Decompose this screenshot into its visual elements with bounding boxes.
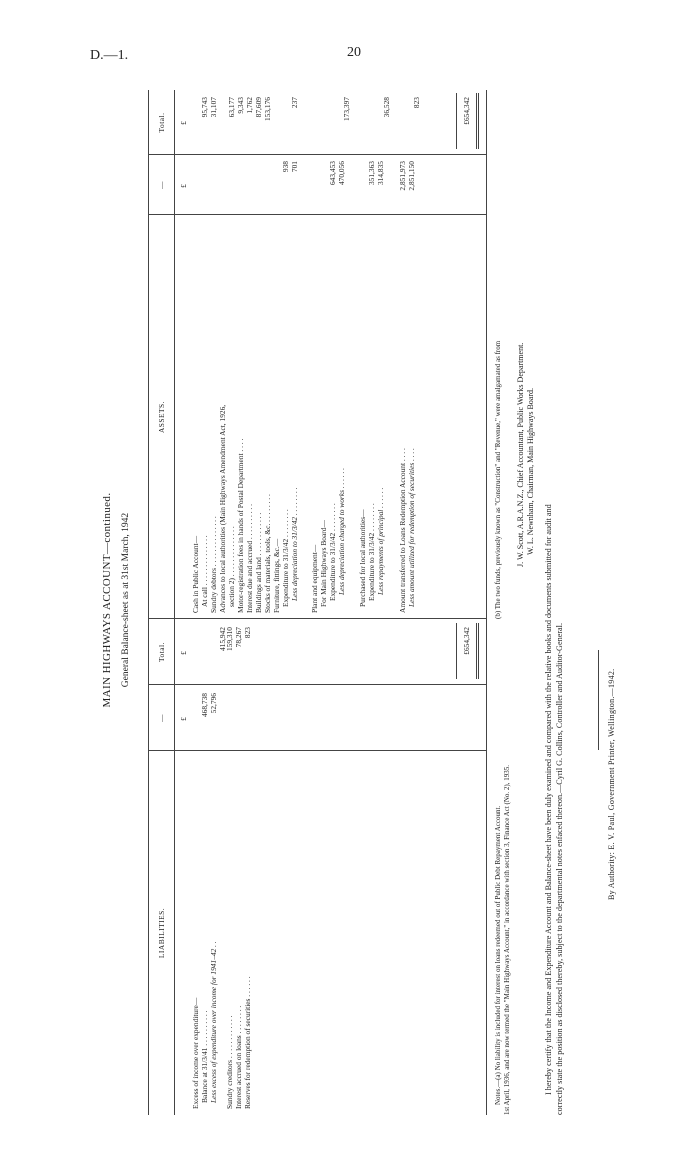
table-top-rule	[148, 90, 149, 1115]
dash-heading: —	[157, 714, 166, 722]
asset-label: Purchased for local authorities—	[358, 509, 367, 607]
asset-total: 36,528	[382, 97, 391, 118]
total-heading: Total.	[157, 642, 166, 662]
total-double-rule	[476, 93, 479, 149]
asset-label: Plant and equipment—	[310, 544, 319, 613]
header-rule	[174, 90, 175, 1115]
printer-imprint: By Authority: E. V. Paul, Government Printer, Wellington.—1942.	[607, 668, 616, 900]
liability-label: Interest accrued on loans . . . . . . . .	[234, 1005, 243, 1109]
liability-label: Balance at 31/3/41 . . . . . . . . . .	[200, 1010, 209, 1103]
asset-label: Expenditure to 31/3/42 . . . . . . . .	[281, 509, 290, 607]
liability-total: 415,942	[218, 627, 227, 652]
pound-sign: £	[179, 184, 188, 188]
asset-label: section 2) . . . . . . . . . . . . . .	[227, 526, 236, 607]
asset-subamount: 314,835	[376, 161, 385, 186]
audit-certification: I hereby certify that the Income and Expenditure Account and Balance-sheet have been duly examined and compared with the relative books and documents submitted for audit and	[544, 504, 553, 1095]
dash-heading: —	[157, 181, 166, 189]
asset-label: Less amount utilized for redemption of securities . . . .	[407, 447, 416, 607]
col-rule	[148, 214, 486, 215]
asset-total: 31,107	[209, 97, 218, 118]
liability-total: 159,310	[225, 627, 234, 652]
liability-label: Excess of income over expenditure—	[191, 997, 200, 1109]
asset-label: For Main Highways Board—	[319, 520, 328, 607]
col-rule	[148, 154, 486, 155]
liability-total: 78,267	[234, 627, 243, 648]
asset-total: 9,343	[236, 97, 245, 114]
asset-total: 237	[290, 97, 299, 109]
pound-sign: £	[179, 717, 188, 721]
asset-subamount: 470,056	[337, 161, 346, 186]
page-title: MAIN HIGHWAYS ACCOUNT—continued.	[101, 492, 113, 708]
page-subtitle: General Balance-sheet as at 31st March, 1942	[121, 512, 131, 688]
total-rule	[456, 623, 457, 679]
liability-amount: 468,738	[200, 693, 209, 718]
asset-label: Furniture, fittings, &c.—	[272, 538, 281, 613]
asset-subamount: 938	[281, 161, 290, 173]
asset-subamount: 2,851,973	[398, 161, 407, 191]
asset-total: 153,176	[263, 97, 272, 122]
signature-chairman: W. L. Newnham, Chairman, Main Highways Board.	[526, 387, 535, 555]
asset-subamount: 351,363	[367, 161, 376, 186]
asset-total: 823	[412, 97, 421, 109]
liability-label: Less excess of expenditure over income for 1941–42 . .	[209, 941, 218, 1103]
asset-subamount: 643,453	[328, 161, 337, 186]
asset-label: Amount transferred to Loans Redemption Account . . . .	[398, 448, 407, 613]
asset-label: Stocks of materials, tools, &c. . . . . . . . .	[263, 494, 272, 613]
col-rule	[148, 684, 486, 685]
liability-label: Reserves for redemption of securities . . . . . .	[243, 976, 252, 1109]
asset-label: Advances to local authorities (Main Highways Amendment Act, 1926,	[218, 404, 227, 613]
liability-label: Sundry creditors . . . . . . . . . . . .	[225, 1015, 234, 1109]
asset-total: 173,397	[342, 97, 351, 122]
asset-total: 1,762	[245, 97, 254, 114]
total-heading: Total.	[157, 112, 166, 133]
asset-label: Less depreciation charged to works . . . . . .	[337, 467, 346, 595]
signature-accountant: J. W. Scott, A.R.A.N.Z., Chief Accountant, Public Works Department.	[516, 342, 525, 567]
asset-total: 95,743	[200, 97, 209, 118]
asset-label: At call . . . . . . . . . . . . . .	[200, 535, 209, 607]
audit-certification-continued: correctly state the position as disclosed thereby, subject to the departmental notes enfaced thereon.—Cyril G. Collins, Controller and Auditor-General.	[555, 622, 564, 1115]
asset-total: 87,609	[254, 97, 263, 118]
liability-amount: 52,796	[209, 693, 218, 714]
asset-label: Expenditure to 31/3/42 . . . . . . . .	[328, 503, 337, 601]
note-a: Notes.—(a) No liability is included for interest on loans redeemed out of Public Debt Repayment Account.	[494, 805, 502, 1105]
asset-label: Buildings and land . . . . . . . . . . . .	[254, 512, 263, 613]
note-a-continued: 1st April, 1936, and are now termed the "Main Highways Account," in accordance with section 3, Finance Act (No. 2), 1935.	[503, 765, 511, 1115]
asset-label: Motor-registration fees in hands of Postal Department . . . .	[236, 438, 245, 613]
asset-total: 63,177	[227, 97, 236, 118]
page-reference: D.—1.	[90, 48, 129, 63]
pound-sign: £	[179, 651, 188, 655]
assets-grand-total: £654,342	[462, 97, 471, 125]
assets-heading: ASSETS.	[157, 400, 166, 434]
col-rule	[148, 618, 486, 619]
asset-subamount: 2,851,150	[407, 161, 416, 191]
pound-sign: £	[179, 121, 188, 125]
note-b: (b) The two funds, previously known as "Construction" and "Revenue," were amalgamated as from	[494, 340, 502, 619]
asset-label: Expenditure to 31/3/42 . . . . . . . .	[367, 503, 376, 601]
total-double-rule	[476, 623, 479, 679]
col-rule	[148, 750, 486, 751]
asset-label: Less repayments of principal . . . . . .	[376, 487, 385, 595]
liabilities-heading: LIABILITIES.	[157, 907, 166, 959]
asset-label: Sundry debtors . . . . . . . . . . . . . .	[209, 516, 218, 613]
footer-rule	[598, 650, 599, 750]
asset-subamount: 701	[290, 161, 299, 173]
page-number: 20	[347, 45, 361, 60]
asset-label: Interest due and accrued . . . . . . . . . .	[245, 504, 254, 613]
asset-label: Less depreciation to 31/3/42 . . . . . . . .	[290, 487, 299, 601]
liabilities-grand-total: £654,342	[462, 627, 471, 655]
asset-label: Cash in Public Account—	[191, 536, 200, 613]
liability-total: 823	[243, 627, 252, 639]
total-rule	[456, 93, 457, 149]
balance-sheet-page	[92, 75, 587, 1125]
table-bottom-rule	[486, 90, 487, 1115]
